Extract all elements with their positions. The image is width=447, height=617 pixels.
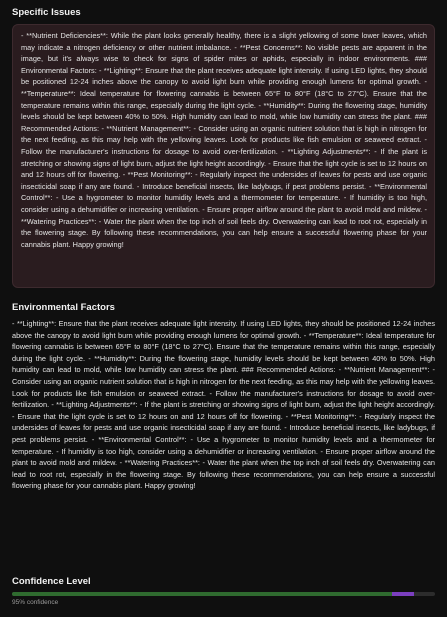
- confidence-level-title: Confidence Level: [12, 576, 91, 587]
- confidence-progress-fill: [12, 592, 414, 596]
- confidence-label: 95% confidence: [12, 599, 59, 606]
- specific-issues-title: Specific Issues: [12, 7, 81, 18]
- environmental-factors-block: [12, 318, 435, 570]
- environmental-factors-title: Environmental Factors: [12, 302, 115, 313]
- environmental-factors-text: - **Lighting**: Ensure that the plant receives adequate light intensity. If using LED lights, they should be positioned 12-24 inches above the canopy to avoid light burn while providing enough lumens for optimal growth. - **Temperature**: Ideal temperature for flowering cannabis is between 65°F to 80°F (18°C to 27°C). Ensure that the temperature remains within this range, especially during the light cycle. - **Humidity**: During the flowering stage, humidity levels should be kept between 40% to 50%. High humidity can lead to mold, while low humidity can stress the plant. ### Recommended Actions: - **Nutrient Management**: - Consider using an organic nutrient solution that is high in nitrogen for the next feeding, as this may help with the yellowing leaves. Look for products like fish emulsion or seaweed extract. - Follow the manufacturer's instructions for dosage to avoid over-fertilization. - **Lighting Adjustments**: - If the plant is stretching or showing signs of light burn, adjust the light height accordingly. - Ensure that the light cycle is set to 12 hours on and 12 hours off for flowering. - **Pest Monitoring**: - Regularly inspect the undersides of leaves for pests and use organic insecticidal soap if any are found. - Introduce beneficial insects, like ladybugs, if pest problems persist. - **Environmental Control**: - Use a hygrometer to monitor humidity levels and a thermometer for temperature. - If humidity is too high, consider using a dehumidifier or increasing ventilation. - Ensure proper airflow around the plant to avoid mold and mildew. - **Watering Practices**: - Water the plant when the top inch of soil feels dry. Overwatering can lead to root rot, especially in the flowering stage. By following these recommendations, you can help ensure a successful flowering phase for your cannabis plant. Happy growing!: [12, 319, 435, 491]
- specific-issues-card: [12, 24, 435, 288]
- specific-issues-text: - **Nutrient Deficiencies**: While the plant looks generally healthy, there is a slight yellowing of some lower leaves, which may indicate a nitrogen deficiency or other nutrient imbalance. - **Pest Concerns**: No visible pests are apparent in the image, but it's always wise to check for signs of spider mites or aphids, especially in indoor environments. ### Environmental Factors: - **Lighting**: Ensure that the plant receives adequate light intensity. If using LED lights, they should be positioned 12-24 inches above the canopy to avoid light burn while providing enough lumens for optimal growth. - **Temperature**: Ideal temperature for flowering cannabis is between 65°F to 80°F (18°C to 27°C). Ensure that the temperature remains within this range, especially during the light cycle. - **Humidity**: During the flowering stage, humidity levels should be kept between 40% to 50%. High humidity can lead to mold, while low humidity can stress the plant. ### Recommended Actions: - **Nutrient Management**: - Consider using an organic nutrient solution that is high in nitrogen for the next feeding, as this may help with the yellowing leaves. Look for products like fish emulsion or seaweed extract. - Follow the manufacturer's instructions for dosage to avoid over-fertilization. - **Lighting Adjustments**: - If the plant is stretching or showing signs of light burn, adjust the light height accordingly. - Ensure that the light cycle is set to 12 hours on and 12 hours off for flowering. - **Pest Monitoring**: - Regularly inspect the undersides of leaves for pests and use organic insecticidal soap if any are found. - Introduce beneficial insects, like ladybugs, if pest problems persist. - **Environmental Control**: - Use a hygrometer to monitor humidity levels and a thermometer for temperature. - If humidity is too high, consider using a dehumidifier or increasing ventilation. - Ensure proper airflow around the plant to avoid mold and mildew. - **Watering Practices**: - Water the plant when the top inch of soil feels dry. Overwatering can lead to root rot, especially in the flowering stage. By following these recommendations, you can help ensure a successful flowering phase for your cannabis plant. Happy growing!: [21, 31, 427, 249]
- confidence-progress-bar: [12, 592, 435, 596]
